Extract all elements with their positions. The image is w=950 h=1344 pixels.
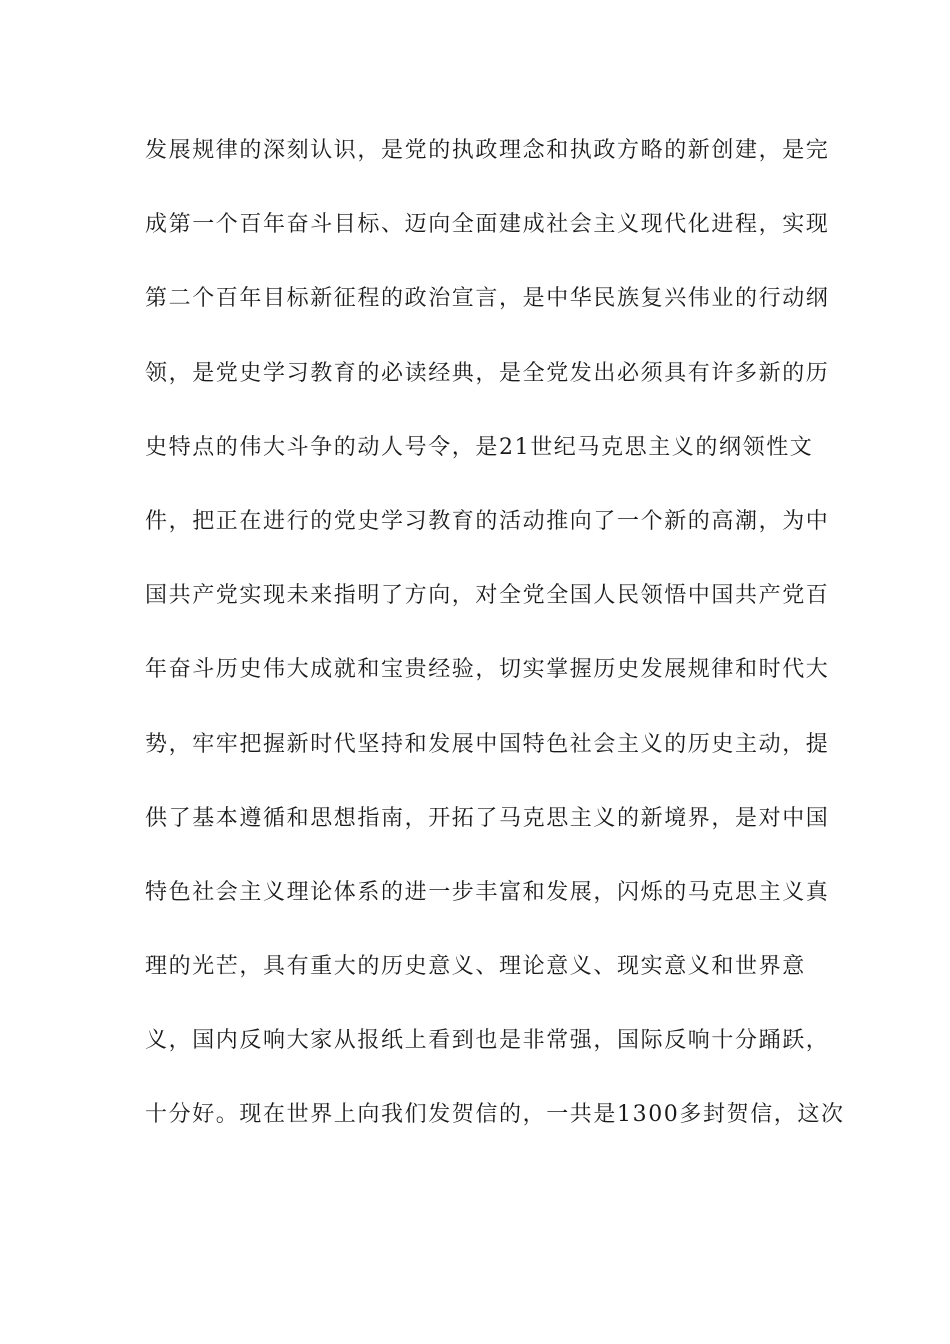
text-line: 国共产党实现未来指明了方向，对全党全国人民领悟中国共产党百 xyxy=(145,583,830,609)
text-line: 供了基本遵循和思想指南，开拓了马克思主义的新境界，是对中国 xyxy=(145,805,830,831)
text-line: 年奋斗历史伟大成就和宝贵经验，切实掌握历史发展规律和时代大 xyxy=(145,657,830,683)
text-line: 第二个百年目标新征程的政治宣言，是中华民族复兴伟业的行动纲 xyxy=(145,286,830,312)
text-line: 义，国内反响大家从报纸上看到也是非常强，国际反响十分踊跃， xyxy=(145,1028,830,1054)
text-line: 成第一个百年奋斗目标、迈向全面建成社会主义现代化进程，实现 xyxy=(145,212,830,238)
text-line: 发展规律的深刻认识，是党的执政理念和执政方略的新创建，是完 xyxy=(145,138,830,163)
text-line: 史特点的伟大斗争的动人号令，是21世纪马克思主义的纲领性文 xyxy=(145,434,814,460)
text-line: 件，把正在进行的党史学习教育的活动推向了一个新的高潮，为中 xyxy=(145,508,830,534)
body-text xyxy=(145,128,845,1167)
text-line: 特色社会主义理论体系的进一步丰富和发展，闪烁的马克思主义真 xyxy=(145,879,830,905)
text-line: 势，牢牢把握新时代坚持和发展中国特色社会主义的历史主动，提 xyxy=(145,731,830,757)
text-line: 理的光芒，具有重大的历史意义、理论意义、现实意义和世界意 xyxy=(145,954,806,980)
text-line: 十分好。现在世界上向我们发贺信的，一共是1300多封贺信，这次 xyxy=(145,1102,845,1128)
text-line: 领，是党史学习教育的必读经典，是全党发出必须具有许多新的历 xyxy=(145,360,830,386)
